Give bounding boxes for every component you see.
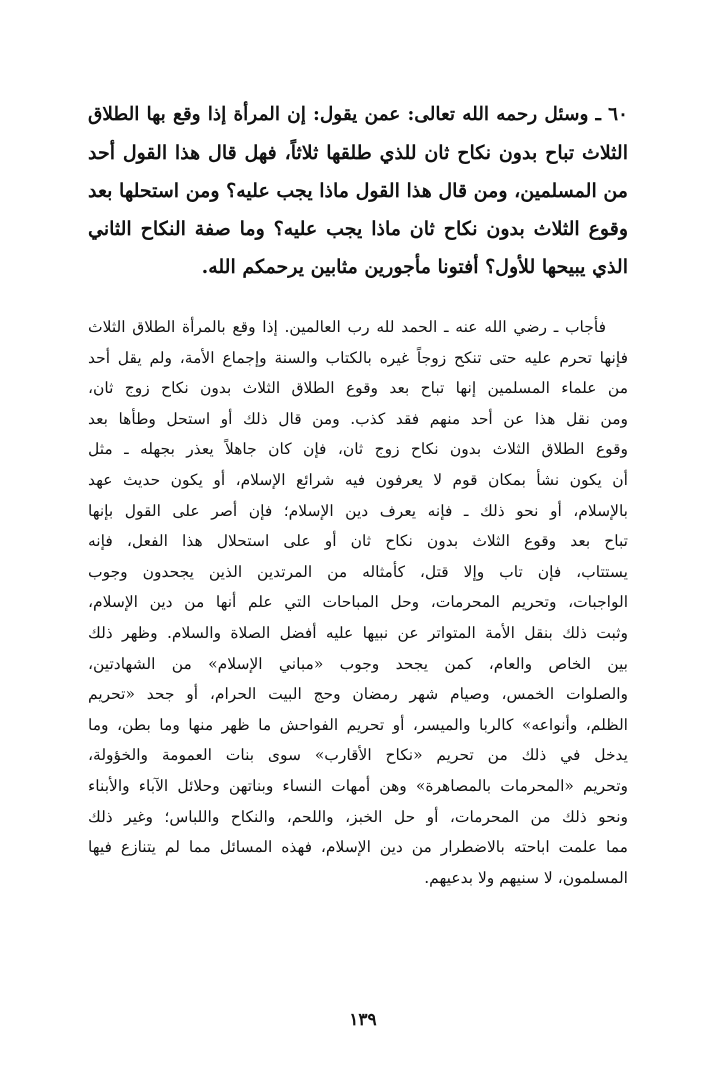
- answer-line: الواجبات، وتحريم المحرمات، وحل المباحات التي علم أنها من دين الإسلام،: [88, 593, 628, 612]
- answer-line: وقوع الطلاق الثلاث بدون نكاح زوج ثان، فإن كان جاهلاً يعذر بجهله ـ مثل: [88, 440, 628, 459]
- answer-line: مما علمت اباحته بالاضطرار من دين الإسلام، فهذه المسائل مما لم يتنازع فيها: [88, 838, 628, 857]
- answer-line: وتحريم «المحرمات بالمصاهرة» وهن أمهات النساء وبناتهن وحلائل الآباء والأبناء: [88, 776, 628, 795]
- question-line: ٦٠ ـ وسئل رحمه الله تعالى: عمن يقول: إن المرأة إذا وقع بها الطلاق: [88, 104, 628, 125]
- question-line: الذي يبيحها للأول؟ أفتونا مأجورين مثابين يرحمكم الله.: [201, 256, 628, 278]
- answer-line: بالإسلام، أو نحو ذلك ـ فإنه يعرف دين الإسلام؛ فإن أصر على القول بإنها: [88, 501, 628, 520]
- answer-line: أن يكون نشأ بمكان قوم لا يعرفون فيه شرائع الإسلام، أو يكون حديث عهد: [88, 470, 628, 489]
- question-line: وقوع الثلاث بدون نكاح ثان ماذا يجب عليه؟ وما صفة النكاح الثاني: [88, 218, 628, 240]
- page-number: ١٣٩: [349, 1010, 377, 1030]
- answer-line: ومن نقل هذا عن أحد منهم فقد كذب. ومن قال ذلك أو استحل وطأها بعد: [88, 409, 628, 428]
- question-line: الثلاث تباح بدون نكاح ثان للذي طلقها ثلاثاً، فهل قال هذا القول أحد: [88, 142, 628, 164]
- answer-line: تباح بعد وقوع الثلاث بدون نكاح ثان أو على استحلال هذا الفعل، فإنه: [88, 532, 628, 551]
- answer-line: من علماء المسلمين إنها تباح بعد وقوع الطلاق الثلاث بدون نكاح زوج ثان،: [88, 379, 628, 398]
- answer-paragraph: [88, 312, 628, 893]
- answer-line: فإنها تحرم عليه حتى تنكح زوجاً غيره بالكتاب والسنة وإجماع الأمة، ولم يقل أحد: [88, 348, 628, 367]
- answer-line: ونحو ذلك من المحرمات، أو حل الخبز، واللحم، والنكاح واللباس؛ وغير ذلك: [88, 807, 628, 826]
- answer-line: بين الخاص والعام، كمن يجحد وجوب «مباني الإسلام» من الشهادتين،: [88, 654, 628, 673]
- answer-line: فأجاب ـ رضي الله عنه ـ الحمد لله رب العالمين. إذا وقع بالمرأة الطلاق الثلاث: [88, 318, 606, 336]
- answer-line: يستتاب، فإن تاب وإلا قتل، كأمثاله من المرتدين الذين يجحدون وجوب: [88, 562, 628, 581]
- answer-line: يدخل في ذلك من تحريم «نكاح الأقارب» سوى بنات العمومة والخؤولة،: [88, 746, 628, 765]
- question-line: من المسلمين، ومن قال هذا القول ماذا يجب عليه؟ ومن استحلها بعد: [88, 180, 628, 202]
- question-paragraph: [88, 96, 628, 286]
- answer-line: وثبت ذلك بنقل الأمة المتواتر عن نبيها عليه أفضل الصلاة والسلام. وظهر ذلك: [88, 623, 628, 642]
- answer-line: والصلوات الخمس، وصيام شهر رمضان وحج البيت الحرام، أو جحد «تحريم: [88, 685, 628, 704]
- answer-line: الظلم، وأنواعه» كالربا والميسر، أو تحريم الفواحش ما ظهر منها وما بطن، وما: [88, 715, 628, 734]
- answer-line: المسلمون، لا سنيهم ولا بدعيهم.: [424, 868, 628, 887]
